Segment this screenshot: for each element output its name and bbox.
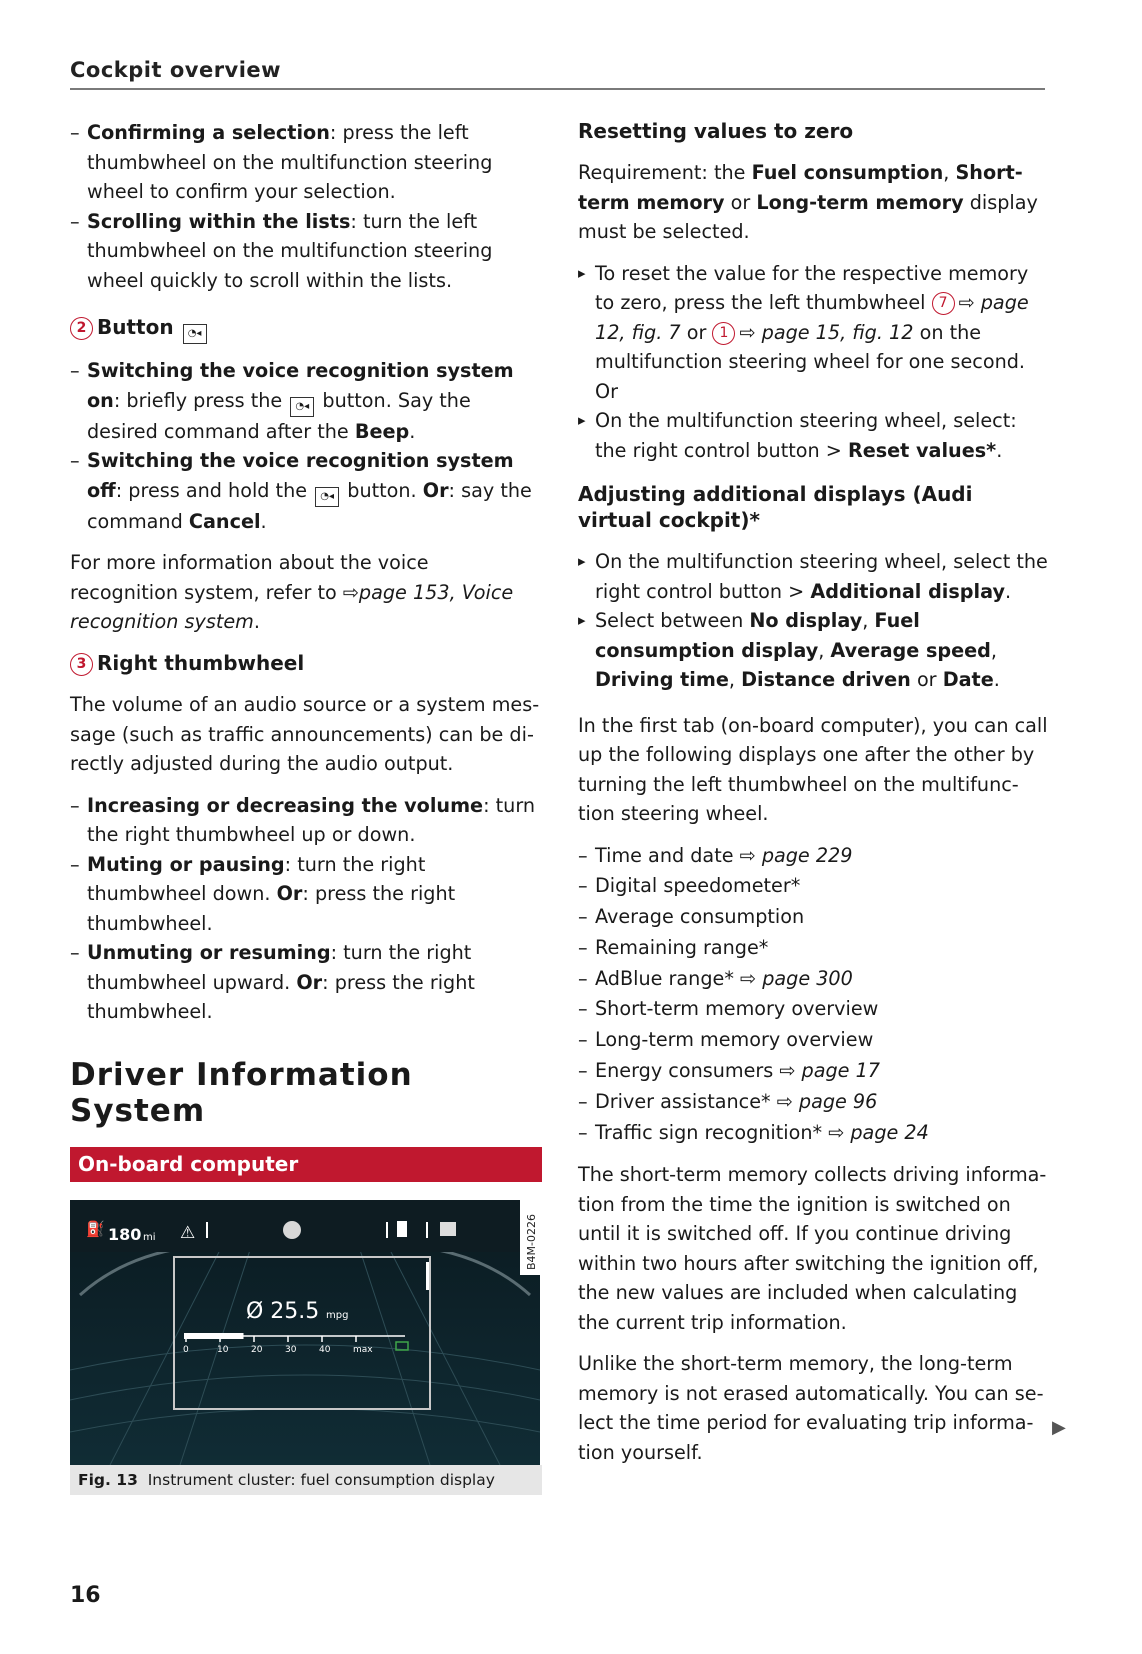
display-list-item: – Remaining range* <box>578 933 1048 964</box>
list-item-voice-on: – Switching the voice recognition system on: briefly press the ◔◂ button. Say the desired command after the Beep. <box>70 356 542 446</box>
callout-7-icon: 7 <box>932 292 955 315</box>
display-list-item: – Long-term memory overview <box>578 1025 1048 1056</box>
thumbwheel-heading: 3 Right thumbwheel <box>70 649 542 679</box>
reset-step-2: ▸ On the multifunction steering wheel, select: the right control button > Reset values*. <box>578 406 1048 465</box>
callout-1-icon: 1 <box>712 322 735 345</box>
voice-button-icon: ◔◂ <box>315 487 339 507</box>
consumption-unit: mpg <box>326 1310 349 1321</box>
cluster-graphic <box>70 1200 540 1465</box>
map-icon <box>440 1222 456 1236</box>
section-title: Driver Information System <box>70 1056 413 1129</box>
page-link[interactable]: ⇨ page 300 <box>740 966 853 990</box>
warning-icon: ⚠ <box>180 1223 196 1243</box>
page-header <box>70 58 1045 90</box>
figure-caption: Fig. 13 Instrument cluster: fuel consumption display <box>70 1465 542 1495</box>
scale-tick-label: 0 <box>183 1345 189 1355</box>
fuel-icon: ⛽ <box>86 1220 105 1238</box>
short-term-paragraph: The short-term memory collects driving information from the time the ignition is switched on until it is switched off. If you continue driving within two hours after switching the ignition off, the new values are included when calculating the current trip information. <box>578 1163 1047 1334</box>
display-list-item: – Driver assistance* ⇨ page 96 <box>578 1087 1048 1118</box>
reset-step-1: ▸ To reset the value for the respective memory to zero, press the left thumbwheel 7 ⇨ page 12, fig. 7 or 1 ⇨ page 15, fig. 12 on the multifunction steering wheel for one second. Or <box>578 259 1048 407</box>
reset-heading: Resetting values to zero <box>578 119 854 143</box>
page-number: 16 <box>70 1583 101 1608</box>
display-list-item: – Average consumption <box>578 902 1048 933</box>
voice-button-icon: ◔◂ <box>290 397 314 417</box>
callout-2-icon: 2 <box>70 317 93 340</box>
scale-tick-label: 20 <box>251 1345 263 1355</box>
header-title: Cockpit overview <box>70 58 282 82</box>
range-unit: mi <box>143 1232 156 1243</box>
range-value: 180 <box>108 1225 142 1244</box>
callout-3-icon: 3 <box>70 653 93 676</box>
adjust-step-2: ▸ Select between No display, Fuel consumption display, Average speed, Driving time, Distance driven or Date. <box>578 606 1048 695</box>
list-item-unmute: – Unmuting or resuming: turn the right thumbwheel upward. Or: press the right thumbwheel. <box>70 938 542 1027</box>
display-list-item: – Digital speedometer* <box>578 871 1048 902</box>
adjust-heading: Adjusting additional displays (Audi virtual cockpit)* <box>578 482 973 532</box>
display-list-item: – Short-term memory overview <box>578 994 1048 1025</box>
page-link[interactable]: ⇨ page 17 <box>779 1059 880 1083</box>
scale-tick-label: 40 <box>319 1345 331 1355</box>
display-list-item: – Time and date ⇨ page 229 <box>578 841 1048 872</box>
left-column <box>70 118 542 1495</box>
page-link[interactable]: ⇨ page 24 <box>828 1120 929 1144</box>
list-item-mute: – Muting or pausing: turn the right thumbwheel down. Or: press the right thumbwheel. <box>70 850 542 939</box>
first-tab-paragraph: In the first tab (on-board computer), you can call up the following displays one after the other by turning the left thumbwheel on the multifunction steering wheel. <box>578 713 1048 825</box>
subsection-bar: On-board computer <box>70 1147 542 1183</box>
page-link[interactable]: ⇨ page 12, fig. 7 <box>595 291 1029 344</box>
display-list-item: – Energy consumers ⇨ page 17 <box>578 1056 1048 1087</box>
phone-icon <box>397 1221 407 1237</box>
instrument-cluster-figure <box>70 1200 540 1465</box>
reset-requirement: Requirement: the Fuel consumption, Short-term memory or Long-term memory display must be selected. <box>578 161 1038 243</box>
radio-icon <box>283 1221 301 1239</box>
consumption-value: Ø 25.5 <box>246 1299 320 1324</box>
figure-code: B4M-0226 <box>525 1214 538 1270</box>
thumbwheel-paragraph: The volume of an audio source or a system message (such as traffic announcements) can be directly adjusted during the audio output. <box>70 693 540 775</box>
page-link[interactable]: page 153, Voice recognition system <box>70 580 514 633</box>
long-term-paragraph: Unlike the short-term memory, the long-term memory is not erased automatically. You can select the time period for evaluating trip information yourself. <box>578 1352 1044 1464</box>
list-item-scroll: – Scrolling within the lists: turn the left thumbwheel on the multifunction steering wheel quickly to scroll within the lists. <box>70 207 542 296</box>
list-item-voice-off: – Switching the voice recognition system off: press and hold the ◔◂ button. Or: say the command Cancel. <box>70 446 542 536</box>
display-list-item: – Traffic sign recognition* ⇨ page 24 <box>578 1118 1048 1149</box>
adjust-step-1: ▸ On the multifunction steering wheel, select the right control button > Additional display. <box>578 547 1048 606</box>
list-item-confirm: – Confirming a selection: press the left thumbwheel on the multifunction steering wheel to confirm your selection. <box>70 118 542 207</box>
page-link[interactable]: ⇨ page 96 <box>776 1089 878 1113</box>
consumption-fill-bar <box>184 1333 244 1339</box>
page-link[interactable]: ⇨ page 229 <box>739 843 853 867</box>
scale-tick-label: max <box>353 1345 373 1355</box>
continue-arrow-icon: ▶ <box>1052 1417 1066 1438</box>
displays-list <box>578 841 1048 1149</box>
right-column <box>578 118 1048 1479</box>
more-info-paragraph: For more information about the voice recognition system, refer to ⇨page 153, Voice recognition system. <box>70 551 514 633</box>
voice-button-icon: ◔◂ <box>183 324 207 344</box>
page-link[interactable]: ⇨ page 15, fig. 12 <box>739 320 914 344</box>
display-list-item: – AdBlue range* ⇨ page 300 <box>578 964 1048 995</box>
scale-tick-label: 30 <box>285 1345 297 1355</box>
scale-tick-label: 10 <box>217 1345 229 1355</box>
list-item-volume: – Increasing or decreasing the volume: turn the right thumbwheel up or down. <box>70 791 542 850</box>
button-heading: 2 Button ◔◂ <box>70 313 542 344</box>
